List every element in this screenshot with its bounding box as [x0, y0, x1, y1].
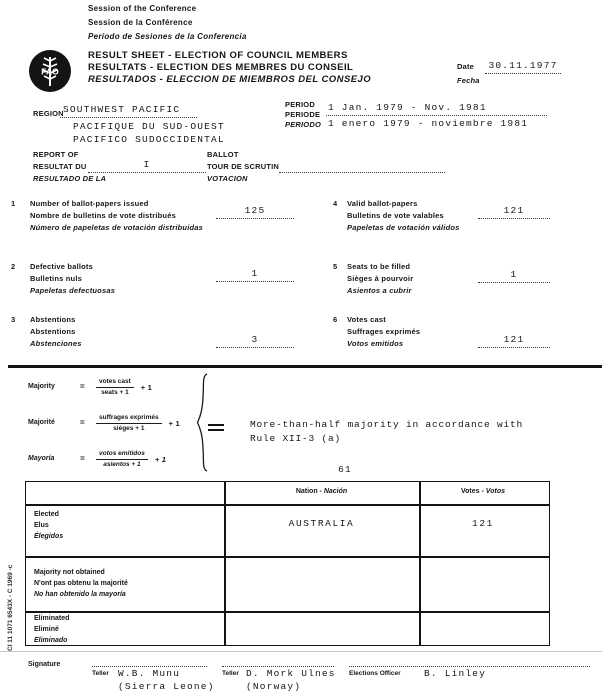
ballot-label-fr: TOUR DE SCRUTIN: [207, 162, 280, 171]
item-3-value: 3: [216, 333, 294, 348]
report-label-en: REPORT OF: [33, 150, 79, 159]
item-4-label-es: Papeletas de votación válidos: [347, 223, 460, 232]
report-value: I: [88, 158, 206, 173]
row-label-fr: Eliminé: [34, 626, 59, 633]
item-4-value: 121: [478, 204, 550, 219]
row-label-en: Eliminated: [34, 615, 70, 622]
item-5-label-es: Asientos a cubrir: [347, 286, 412, 295]
item-1-value: 125: [216, 204, 294, 219]
elections-officer-label: Elections Officer: [349, 670, 401, 677]
item-5-number: 5: [333, 262, 338, 271]
table-row-elected-labels: [34, 509, 214, 542]
session-line-fr: Session de la Conférence: [88, 18, 193, 27]
row-label-es: Élegidos: [34, 533, 64, 540]
header-separator: -: [481, 488, 484, 495]
period-value-es: 1 enero 1979 - noviembre 1981: [328, 118, 529, 129]
session-line-es: Período de Sesiones de la Conferencia: [88, 32, 247, 41]
header-separator: -: [319, 488, 322, 495]
item-6-number: 6: [333, 315, 338, 324]
teller1-country: (Sierra Leone): [118, 681, 215, 692]
row-label-en: Elected: [34, 511, 59, 518]
item-3-label-es: Abstenciones: [30, 339, 82, 348]
fraction-denominator: seats + 1: [101, 388, 129, 396]
ballot-label-es: VOTACION: [207, 174, 248, 183]
ballot-dotted-line: [279, 161, 445, 173]
table-vline-2: [419, 482, 421, 645]
item-2-value: 1: [216, 267, 294, 282]
fao-logo-text: FAO: [41, 66, 59, 77]
item-5-value: 1: [478, 268, 550, 283]
formula-label: Majority: [28, 382, 55, 390]
ballot-label-en: BALLOT: [207, 150, 239, 159]
item-1-label-en: Number of ballot-papers issued: [30, 199, 149, 208]
signature-divider: [0, 651, 602, 652]
region-label: REGION: [33, 109, 64, 118]
item-6-label-fr: Suffrages exprimés: [347, 327, 421, 336]
equals-glyph: =: [80, 454, 85, 464]
region-value-es: PACIFICO SUDOCCIDENTAL: [73, 134, 225, 145]
item-1-number: 1: [11, 199, 16, 208]
fraction-numerator: votos emitidos: [96, 450, 148, 460]
item-1-label-fr: Nombre de bulletins de vote distribués: [30, 211, 176, 220]
table-vline-1: [224, 482, 226, 645]
item-3-label-fr: Abstentions: [30, 327, 76, 336]
item-2-label-en: Defective ballots: [30, 262, 94, 271]
table-row-eliminated-labels: [34, 613, 219, 646]
majority-formula-en: [28, 374, 152, 400]
session-line-en: Session of the Conference: [88, 4, 197, 13]
plus-one: + 1: [168, 418, 180, 428]
table-hline-row1: [26, 556, 549, 558]
document-code: CI 11 1071 6543X - C 1969 -c: [7, 564, 14, 651]
formula-label: Mayoría: [28, 454, 55, 462]
item-6-label-en: Votes cast: [347, 315, 386, 324]
table-header-nation: [224, 488, 419, 496]
period-label-fr: PERIODE: [285, 110, 321, 119]
plus-one: + 1: [140, 382, 153, 392]
fao-logo-icon: [27, 48, 73, 94]
item-1-label-es: Número de papeletas de votación distribuidas: [30, 223, 204, 232]
fraction: [96, 378, 134, 397]
fraction: [96, 450, 148, 469]
region-value-fr: PACIFIQUE DU SUD-OUEST: [73, 121, 225, 132]
equals-sign-bar-top: [208, 424, 224, 426]
results-table: [25, 481, 550, 646]
elected-nation-value: AUSTRALIA: [288, 518, 355, 529]
row-label-en: Majority not obtained: [34, 569, 105, 576]
item-5-label-fr: Sièges à pourvoir: [347, 274, 414, 283]
header-nation-en: Nation: [295, 488, 318, 495]
item-2-number: 2: [11, 262, 16, 271]
header-votes-en: Votes: [461, 488, 480, 495]
fraction-numerator: votes cast: [96, 378, 134, 388]
item-4-number: 4: [333, 199, 338, 208]
teller2-signature-line: [222, 655, 334, 667]
report-label-fr: RESULTAT DU: [33, 162, 87, 171]
header-votes-es: Votos: [485, 488, 505, 495]
date-label-es: Fecha: [457, 76, 480, 85]
fraction-numerator: suffrages exprimés: [96, 414, 162, 424]
item-4-label-en: Valid ballot-papers: [347, 199, 418, 208]
majority-formula-fr: [28, 410, 180, 436]
majority-result-value: 61: [338, 464, 352, 475]
item-3-number: 3: [11, 315, 16, 324]
elections-officer-signature-line: [349, 655, 590, 667]
date-value: 30.11.1977: [485, 59, 561, 74]
table-row-majority-not-obtained-labels: [34, 567, 219, 600]
elected-votes-value: 121: [472, 518, 494, 529]
brace-icon: [196, 373, 210, 472]
item-6-label-es: Votos emitidos: [347, 339, 404, 348]
majority-note-line2: Rule XII-3 (a): [250, 433, 342, 444]
equals-glyph: =: [80, 382, 85, 392]
period-value-en: 1 Jan. 1979 - Nov. 1981: [326, 101, 547, 116]
fraction-denominator: asientos + 1: [103, 460, 141, 468]
formula-label: Majorité: [28, 418, 55, 426]
teller2-country: (Norway): [246, 681, 302, 692]
item-3-label-en: Abstentions: [30, 315, 76, 324]
item-2-label-fr: Bulletins nuls: [30, 274, 82, 283]
fraction: [96, 414, 162, 433]
teller2-label: Teller: [222, 670, 239, 677]
plus-one: + 1: [154, 454, 167, 464]
teller2-name: D. Mork Ulnes: [246, 668, 336, 679]
section-divider: [8, 365, 602, 368]
header-nation-es: Nación: [323, 488, 348, 495]
equals-sign-bar-bottom: [208, 429, 224, 431]
item-4-label-fr: Bulletins de vote valables: [347, 211, 444, 220]
item-6-value: 121: [478, 333, 550, 348]
item-2-label-es: Papeletas defectuosas: [30, 286, 116, 295]
table-header-votes: [419, 488, 547, 496]
row-label-fr: N'ont pas obtenu la majorité: [34, 580, 128, 587]
date-label: Date: [457, 62, 475, 71]
fraction-denominator: sièges + 1: [113, 424, 145, 432]
region-value: SOUTHWEST PACIFIC: [60, 103, 197, 118]
item-5-label-en: Seats to be filled: [347, 262, 411, 271]
form-title-es: RESULTADOS - ELECCION DE MIEMBROS DEL CONSEJO: [88, 74, 372, 85]
equals-glyph: =: [80, 418, 85, 428]
table-hline-header: [26, 504, 549, 506]
form-title-en: RESULT SHEET - ELECTION OF COUNCIL MEMBERS: [88, 50, 348, 61]
teller1-signature-line: [92, 655, 207, 667]
period-label-en: PERIOD: [285, 100, 315, 109]
majority-note-line1: More-than-half majority in accordance with: [250, 419, 524, 430]
report-label-es: RESULTADO DE LA: [33, 174, 107, 183]
teller1-name: W.B. Munu: [118, 668, 181, 679]
teller1-label: Teller: [92, 670, 109, 677]
row-label-fr: Elus: [34, 522, 49, 529]
row-label-es: No han obtenido la mayoría: [34, 591, 126, 598]
row-label-es: Eliminado: [34, 637, 68, 644]
signature-label: Signature: [28, 661, 61, 668]
majority-formula-es: [28, 446, 166, 472]
period-label-es: PERIODO: [285, 120, 321, 129]
form-title-fr: RESULTATS - ELECTION DES MEMBRES DU CONSEIL: [88, 62, 354, 73]
elections-officer-name: B. Linley: [424, 668, 487, 679]
